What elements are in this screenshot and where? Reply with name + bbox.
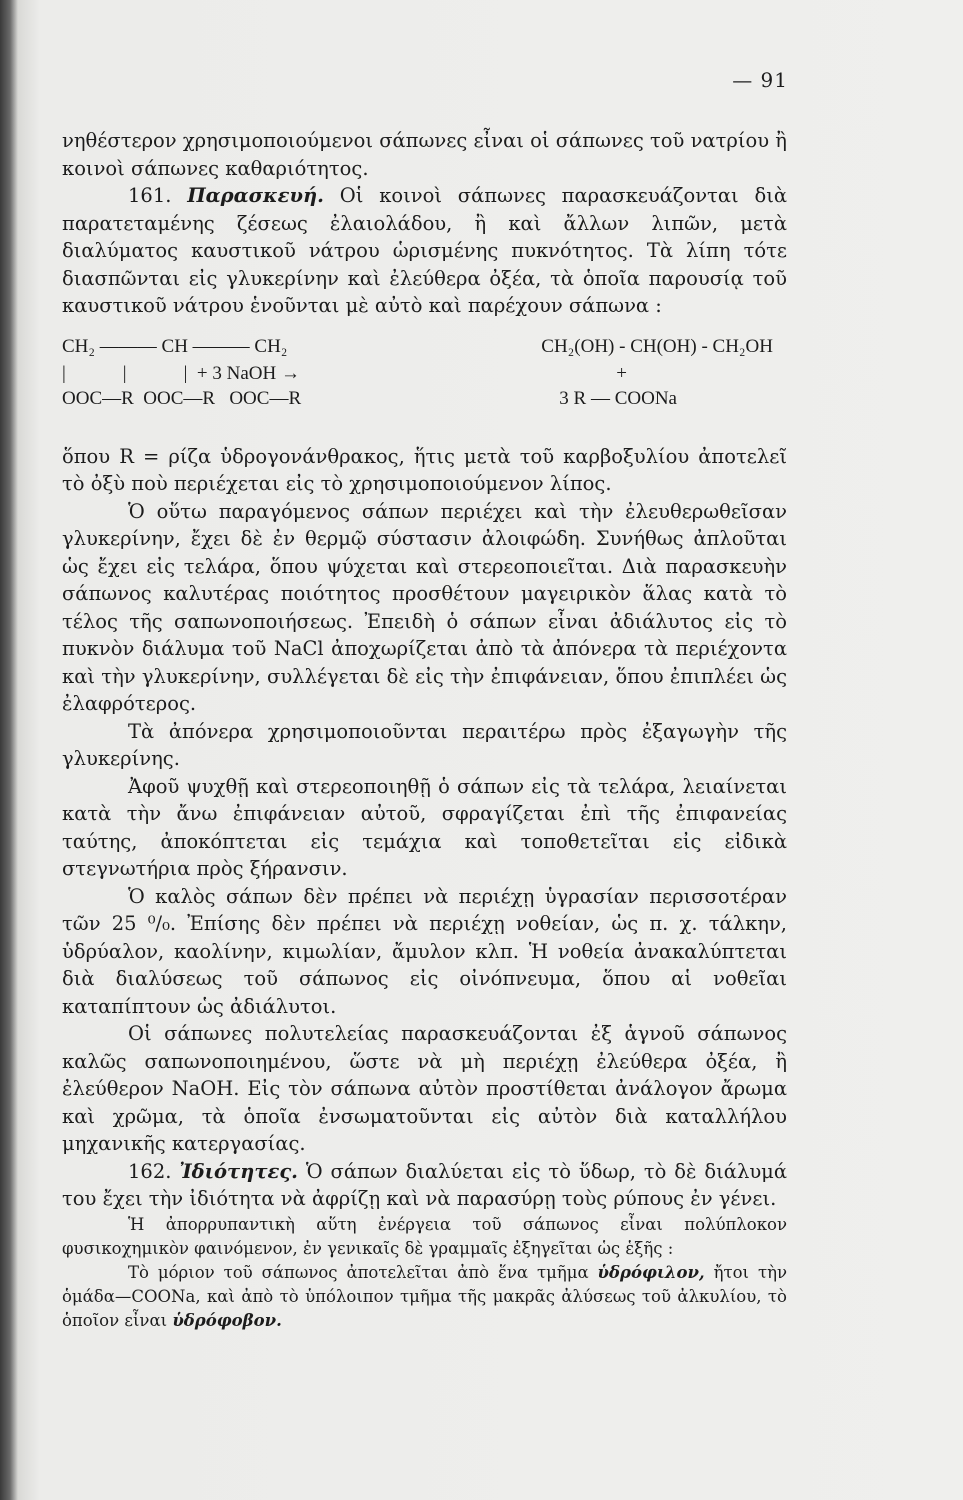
note-paragraph-1: Ἡ ἀπορρυπαντικὴ αὕτη ἐνέργεια τοῦ σάπωνος εἶναι πολύπλοκον φυσικοχημικὸν φαινόμενον, ἐν γενικαῖς δὲ γραμμαῖς ἐξηγεῖται ὡς ἑξῆς :: [62, 1214, 787, 1258]
paragraph-continued: νηθέστερον χρησιμοποιούμενοι σάπωνες εἶναι οἱ σάπωνες τοῦ νατρίου ἢ κοινοὶ σάπωνες καθαριότητος.: [62, 129, 787, 180]
paragraph-luxury-soaps: Οἱ σάπωνες πολυτελείας παρασκευάζονται ἐξ ἁγνοῦ σάπωνος καλῶς σαπωνοποιημένου, ὥστε νὰ μὴ περιέχῃ ἐλεύθερα ὀξέα, ἢ ἐλεύθερον NaOH. Εἰς τὸν σάπωνα αὐτὸν προστίθεται ἀνάλογον ἄρωμα καὶ χρῶμα, τὰ ὁποῖα ἐνσωματοῦνται εἰς αὐτὸν διὰ καταλλήλου μηχανικῆς κατεργασίας.: [62, 1022, 787, 1155]
saponification-equation: [62, 333, 787, 437]
section-number: 161.: [128, 184, 172, 207]
page-number: — 91: [732, 68, 788, 92]
equation-left-row1: CH₂ ——— CH ——— CH₂: [62, 335, 288, 357]
paragraph-161: [62, 182, 787, 320]
equation-left-row3: OOC—R OOC—R OOC—R: [62, 387, 302, 409]
note-emphasis-hydrophobic: ὑδρόφοβον.: [172, 1310, 282, 1330]
section-text: Οἱ κοινοὶ σάπωνες παρασκευάζονται διὰ παρατεταμένης ζέσεως ἐλαιολάδου, ἢ καὶ ἄλλων λιπῶν, μετὰ διαλύματος καυστικοῦ νάτρου ὡρισμένης πυκνότητος. Τὰ λίπη τότε διασπῶνται εἰς γλυκερίνην καὶ ἐλεύθερα ὀξέα, τὰ ὁποῖα παρουσίᾳ τοῦ καυστικοῦ νάτρου ἑνοῦνται μὲ αὐτὸ καὶ παρέχουν σάπωνα :: [62, 184, 788, 317]
equation-right-row3: 3 R — COONa: [559, 387, 677, 409]
note-text: ἤτοι τὴν ὁμάδα—COONa, καὶ ἀπὸ τὸ ὑπόλοιπον τμῆμα τῆς μακρᾶς ἀλύσεως τοῦ ἀλκυλίου, τὸ ὁποῖον εἶναι: [62, 1262, 787, 1330]
paragraph-where-r: ὅπου R = ρίζα ὑδρογονάνθρακος, ἥτις μετὰ τοῦ καρβοξυλίου ἀποτελεῖ τὸ ὀξὺ ποὺ περιέχεται εἰς τὸ χρησιμοποιούμενον λίπος.: [62, 444, 787, 495]
paragraph-cooling: Ἀφοῦ ψυχθῇ καὶ στερεοποιηθῇ ὁ σάπων εἰς τὰ τελάρα, λειαίνεται κατὰ τὴν ἄνω ἐπιφάνειαν αὐτοῦ, σφραγίζεται ἐπὶ τῆς ἐπιφανείας ταύτης, ἀποκόπτεται εἰς τεμάχια καὶ τοποθετεῖται εἰς εἰδικὰ στεγνωτήρια πρὸς ξήρανσιν.: [62, 774, 787, 880]
section-title-properties: Ἰδιότητες.: [179, 1159, 298, 1183]
paragraph-soap-produced: Ὁ οὕτω παραγόμενος σάπων περιέχει καὶ τὴν ἐλευθερωθεῖσαν γλυκερίνην, ἔχει δὲ ἐν θερμῷ σύστασιν ἀλοιφώδη. Συνήθως ἀπλοῦται ὡς ἔχει εἰς τελάρα, ὅπου ψύχεται καὶ στερεοποιεῖται. Διὰ παρασκευὴν σάπωνος καλυτέρας ποιότητος προσθέτουν μαγειρικὸν ἅλας κατὰ τὸ τέλος τῆς σαπωνοποιήσεως. Ἐπειδὴ ὁ σάπων εἶναι ἀδιάλυτος εἰς τὸ πυκνὸν διάλυμα τοῦ NaCl ἀποχωρίζεται ἀπὸ τὰ ἀπόνερα τὰ περιέχοντα καὶ τὴν γλυκερίνην, συλλέγεται δὲ εἰς τὴν ἐπιφάνειαν, ὅπου ἐπιπλέει ὡς ἐλαφρότερος.: [62, 499, 787, 715]
note-emphasis-hydrophilic: ὑδρόφιλον,: [597, 1262, 705, 1282]
section-title-preparation: Παρασκευή.: [187, 184, 324, 207]
section-text: Ὁ σάπων διαλύεται εἰς τὸ ὕδωρ, τὸ δὲ διάλυμά του ἔχει τὴν ἰδιότητα νὰ ἀφρίζῃ καὶ νὰ παρασύρῃ τοὺς ρύπους ἐν γένει.: [62, 1159, 788, 1210]
note-paragraph-2: [62, 1261, 787, 1333]
page-body: [62, 127, 787, 1333]
paragraph-waste-water: Τὰ ἀπόνερα χρησιμοποιοῦνται περαιτέρω πρὸς ἐξαγωγὴν τῆς γλυκερίνης.: [62, 719, 787, 770]
equation-right-row1: CH₂(OH) - CH(OH) - CH₂OH: [541, 335, 773, 357]
note-text: Τὸ μόριον τοῦ σάπωνος ἀποτελεῖται ἀπὸ ἕνα τμῆμα: [128, 1262, 589, 1282]
paragraph-162: [62, 1158, 787, 1213]
paragraph-good-soap: Ὁ καλὸς σάπων δὲν πρέπει νὰ περιέχῃ ὑγρασίαν περισσοτέραν τῶν 25 ⁰/₀. Ἐπίσης δὲν πρέπει νὰ περιέχῃ νοθείαν, ὡς π. χ. τάλκην, ὑδρύαλον, καολίνην, κιμωλίαν, ἄμυλον κλπ. Ἡ νοθεία ἀνακαλύπτεται διὰ διαλύσεως τοῦ σάπωνος εἰς οἰνόπνευμα, ὅπου αἱ νοθεῖαι καταπίπτουν ὡς ἀδιάλυτοι.: [62, 884, 787, 1018]
equation-left-row2: | | | + 3 NaOH →: [62, 362, 300, 384]
equation-right-plus: +: [616, 362, 627, 384]
section-number: 162.: [128, 1159, 172, 1183]
